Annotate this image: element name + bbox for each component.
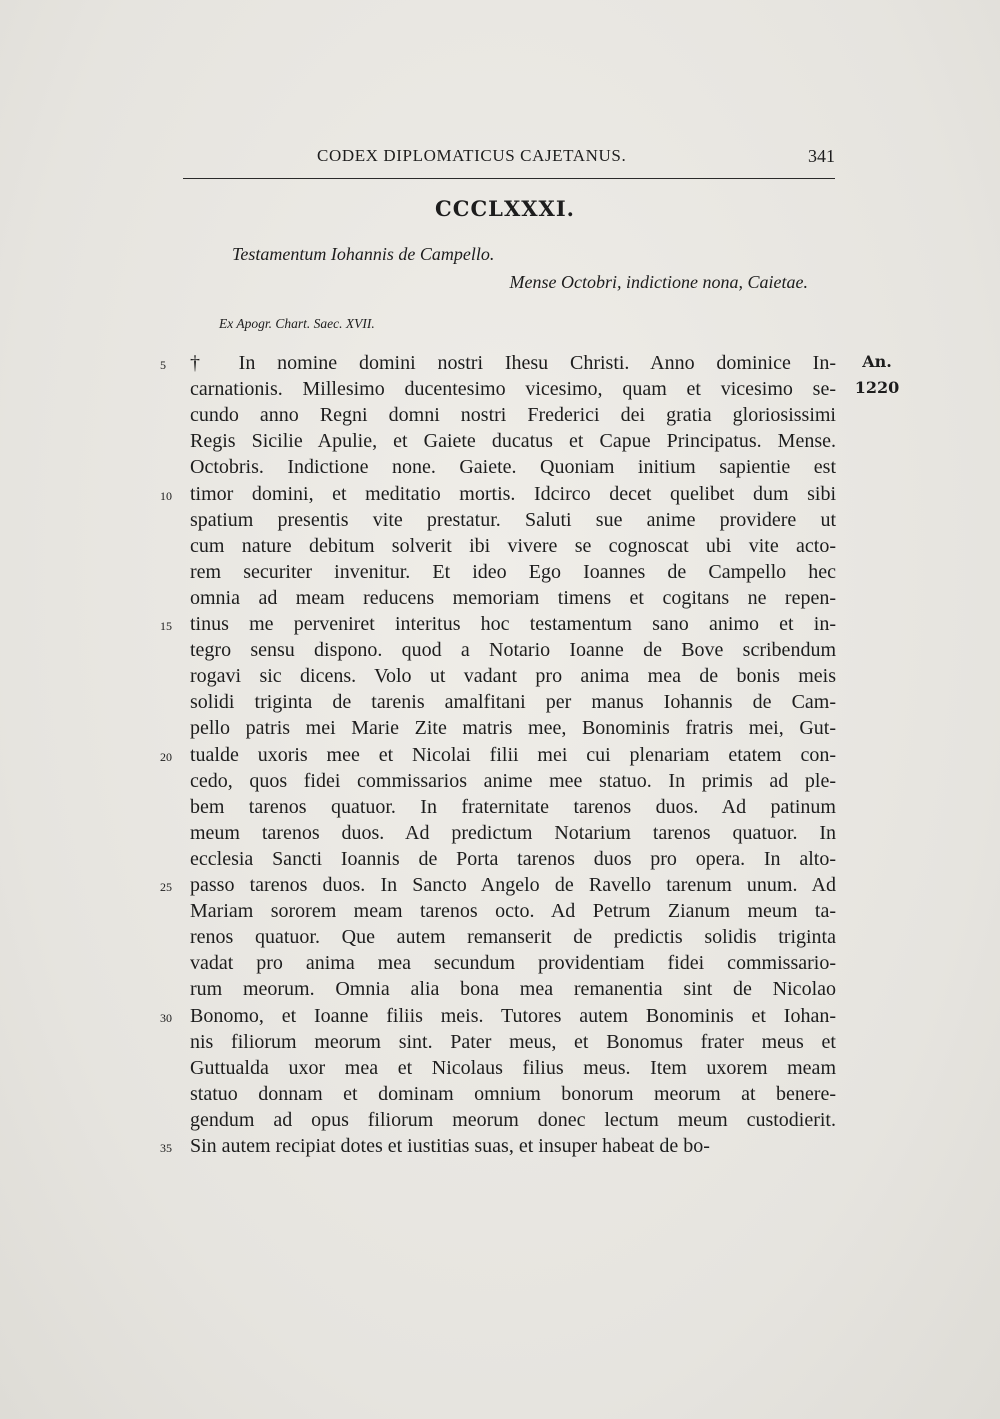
text-line: nis filiorum meorum sint. Pater meus, et Bonomus frater meus et [190,1030,836,1053]
text-line: omnia ad meam reducens memoriam timens et cogitans ne repen- [190,586,836,609]
line-number: 30 [160,1010,172,1025]
header-rule [183,178,835,179]
page-number: 341 [808,146,835,166]
text-line: rem securiter invenitur. Et ideo Ego Ioannes de Campello hec [190,560,836,583]
text-line: renos quatuor. Que autem remanserit de predictis solidis triginta [190,926,836,949]
text-line: gendum ad opus filiorum meorum donec lectum meum custodierit. [190,1108,836,1131]
text-line: tualde uxoris mee et Nicolai filii mei cui plenariam etatem con- [190,743,836,766]
margin-year-label: An. [862,352,892,371]
text-line: statuo donnam et dominam omnium bonorum meorum at benere- [190,1082,836,1105]
text-line: tegro sensu dispono. quod a Notario Ioanne de Bove scribendum [190,639,836,662]
running-title: CODEX DIPLOMATICUS CAJETANUS. [317,146,627,165]
text-line: timor domini, et meditatio mortis. Idcirco decet quelibet dum sibi [190,482,836,505]
text-line: † In nomine domini nostri Ihesu Christi. Anno dominice In- [190,352,836,374]
text-line: passo tarenos duos. In Sancto Angelo de Ravello tarenum unum. Ad [190,874,836,896]
text-line: cundo anno Regni domni nostri Frederici dei gratia gloriosissimi [190,404,836,427]
text-line: pello patris mei Marie Zite matris mee, Bonominis fratris mei, Gut- [190,717,836,740]
running-head [185,146,835,170]
text-line: spatium presentis vite prestatur. Saluti sue anime providere ut [190,508,836,531]
text-line: solidi triginta de tarenis amalfitani per manus Iohannis de Cam- [190,691,836,714]
text-line: Guttualda uxor mea et Nicolaus filius meus. Item uxorem meam [190,1056,836,1079]
line-number: 20 [160,749,172,764]
text-line: Bonomo, et Ioanne filiis meis. Tutores autem Bonominis et Iohan- [190,1004,836,1027]
text-line: Sin autem recipiat dotes et iustitias suas, et insuper habeat de bo- [190,1135,710,1157]
text-line: rogavi sic dicens. Volo ut vadant pro anima mea de bonis meis [190,665,836,688]
text-line: rum meorum. Omnia alia bona mea remanentia sint de Nicolao [190,978,836,1001]
text-line: cedo, quos fidei commissarios anime mee statuo. In primis ad ple- [190,769,836,792]
document-number: CCCLXXXI. [435,196,575,221]
document-title: Testamentum Iohannis de Campello. [232,244,495,264]
margin-year: 1220 [854,378,900,397]
text-line: ecclesia Sancti Ioannis de Porta tarenos duos pro opera. In alto- [190,847,836,870]
source-note: Ex Apogr. Chart. Saec. XVII. [219,316,375,331]
text-line: tinus me perveniret interitus hoc testamentum sano animo et in- [190,613,836,635]
line-number: 35 [160,1141,172,1155]
text-line: Octobris. Indictione none. Gaiete. Quoniam initium sapientie est [190,456,836,479]
line-number: 15 [160,619,172,633]
line-number: 25 [160,880,172,894]
line-number: 10 [160,488,172,503]
text-line: Regis Sicilie Apulie, et Gaiete ducatus et Capue Principatus. Mense. [190,430,836,453]
text-line: vadat pro anima mea secundum providentiam fidei commissario- [190,952,836,975]
text-line: carnationis. Millesimo ducentesimo vicesimo, quam et vicesimo se- [190,378,836,401]
text-line: Mariam sororem meam tarenos octo. Ad Petrum Zianum meum ta- [190,900,836,923]
text-line: bem tarenos quatuor. In fraternitate tarenos duos. Ad patinum [190,795,836,818]
line-number: 5 [160,358,166,372]
text-line: cum nature debitum solverit ibi vivere se cognoscat ubi vite acto- [190,534,836,557]
text-line: meum tarenos duos. Ad predictum Notarium tarenos quatuor. In [190,821,836,844]
document-date: Mense Octobri, indictione nona, Caietae. [509,272,808,292]
